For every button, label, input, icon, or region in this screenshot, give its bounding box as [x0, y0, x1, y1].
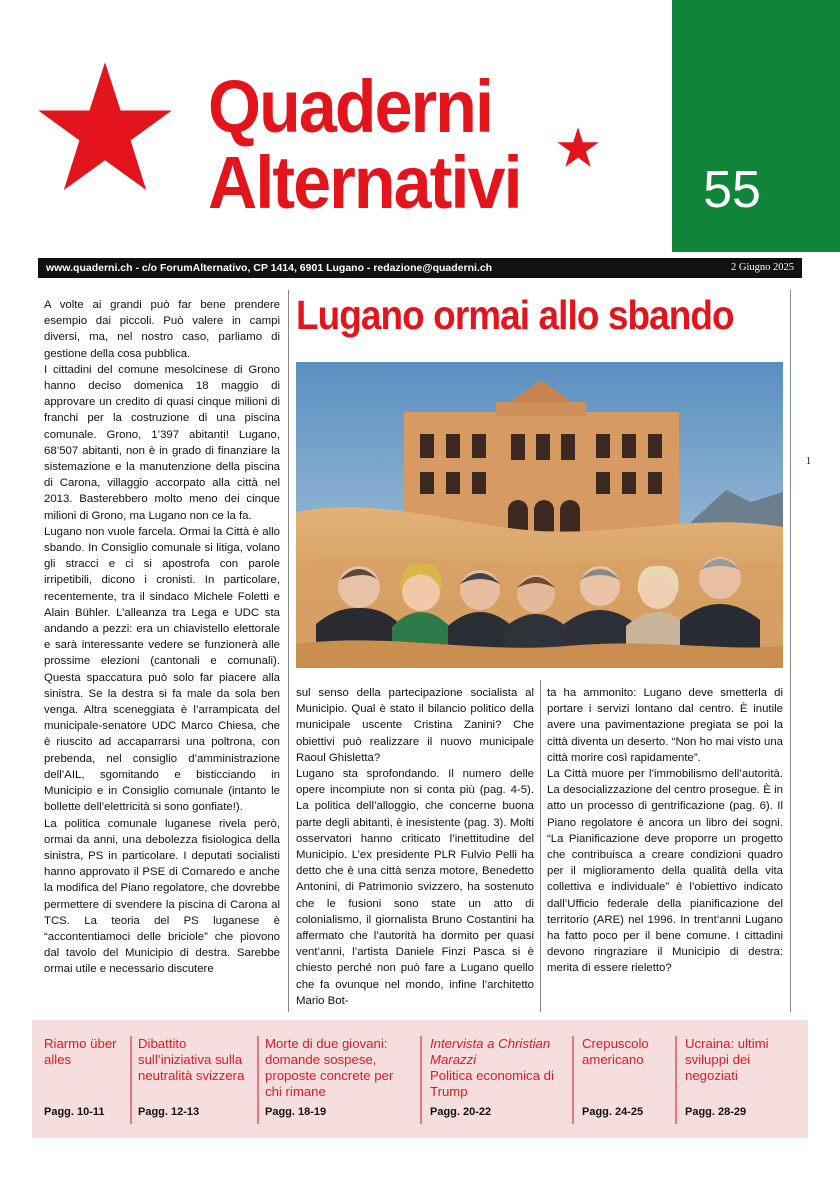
teaser-pages: Pagg. 10-11 — [44, 1106, 105, 1118]
teaser-divider — [130, 1036, 132, 1124]
cover-photo — [296, 362, 783, 668]
teaser-item[interactable] — [138, 1036, 250, 1118]
article-paragraph: A volte ai grandi può far bene prendere esempio dai piccoli. Può valere in campi diversi, ma, nel nostro caso, parliamo di gestione della cosa pubblica. — [44, 299, 280, 360]
teaser-title: Ucraina: ultimi sviluppi dei negoziati — [685, 1036, 769, 1083]
teaser-title-italic: Intervista a Christian Marazzi — [430, 1036, 551, 1067]
article-paragraph: La politica comunale luganese rivela però, ormai da anni, una debolezza fisiologica della sinistra, PS in particolare. I deputati socialisti hanno approvato il PSE di Cornaredo e anche la modifica del Piano regolatore, che dovrebbe permettere di svendere la piscina di Carona al TCS. La teoria del PS luganese è “accontentiamoci delle briciole” che piovono dal tavolo del Municipio di destra. Sarebbe ormai utile e necessario discutere — [44, 817, 280, 976]
article-paragraph: ta ha ammonito: Lugano deve smetterla di portare i servizi lontano dal centro. È inutile avere una pavimentazione pregiata se poi la città diventa un deserto. “Non ho mai visto una città morire così rapidamente”. — [547, 687, 783, 764]
info-bar — [38, 258, 802, 278]
teaser-title: Morte di due giovani: domande sospese, proposte concrete per chi rimane — [265, 1036, 394, 1099]
small-red-star-icon — [556, 126, 600, 170]
teaser-item[interactable] — [685, 1036, 785, 1118]
teaser-item[interactable] — [44, 1036, 126, 1118]
masthead-title-line2: Alternativi — [208, 141, 521, 224]
article-paragraph: I cittadini del comune mesolcinese di Grono hanno deciso domenica 18 maggio di approvare un credito di quasi cinque milioni di franchi per la costruzione di una piscina comunale. Grono, 1’397 abitanti! Lugano, 68’507 abitanti, non è in grado di finanziare la sistemazione e la manutenzione della piscina di Carona, villaggio accorpato alla città nel 2013. Basterebbero molto meno dei cinque milioni di Grono, ma Lugano non ce la fa. — [44, 363, 280, 522]
teaser-title — [430, 1036, 568, 1100]
teaser-title: Dibattito sull’iniziativa sulla neutralità svizzera — [138, 1036, 245, 1083]
teaser-pages: Pagg. 28-29 — [685, 1106, 747, 1118]
teaser-title: Riarmo über alles — [44, 1036, 117, 1067]
column-divider — [540, 680, 541, 1012]
teaser-subtitle: Politica economica di Trump — [430, 1068, 554, 1099]
column-divider — [790, 290, 791, 1012]
teaser-pages: Pagg. 18-19 — [265, 1106, 327, 1118]
issue-date: 2 Giugno 2025 — [731, 262, 794, 273]
article-column-left — [44, 297, 280, 978]
teaser-divider — [572, 1036, 574, 1124]
article-paragraph: Lugano non vuole farcela. Ormai la Città è allo sbando. In Consiglio comunale si litiga, volano gli stracci e ci si apostrofa con parole irripetibili, dicono i cronisti. In particolare, recentemente, tra il sindaco Michele Foletti e Alain Bühler. L’alleanza tra Lega e UDC sta andando a pezzi: era un chiavistello elettorale e sarà interessante vedere se funzionerà alle prossime elezioni (cantonali e comunali). Questa spaccatura può solo far piacere alla sinistra. Se la destra si fa male da sola ben venga. Altra sceneggiata è l’arrampicata del municipale-senatore UDC Marco Chiesa, che è riuscito ad accaparrarsi una poltrona, con prebenda, nel consiglio d’amministrazione dell’AIL, sgomitando e bisticciando in Municipio e in Consiglio comunale (intanto le bollette dell’elettricità si sono gonfiate!). — [44, 525, 280, 814]
article-column-middle — [296, 685, 534, 1009]
teaser-divider — [257, 1036, 259, 1124]
page-number: 1 — [806, 456, 811, 467]
teaser-divider — [675, 1036, 677, 1124]
teaser-pages: Pagg. 20-22 — [430, 1106, 492, 1118]
teaser-item[interactable] — [582, 1036, 666, 1118]
teaser-item[interactable] — [265, 1036, 407, 1118]
teaser-pages: Pagg. 24-25 — [582, 1106, 644, 1118]
red-star-logo-icon — [34, 58, 176, 200]
contact-info: www.quaderni.ch - c/o ForumAlternativo, CP 1414, 6901 Lugano - redazione@quaderni.ch — [46, 262, 493, 274]
teaser-pages: Pagg. 12-13 — [138, 1106, 200, 1118]
column-divider — [288, 290, 289, 1012]
teaser-divider — [420, 1036, 422, 1124]
masthead-title-line1: Quaderni — [208, 65, 493, 148]
issue-number: 55 — [703, 161, 761, 219]
headline: Lugano ormai allo sbando — [296, 292, 734, 338]
article-column-right — [547, 685, 783, 977]
teaser-title: Crepuscolo americano — [582, 1036, 649, 1067]
teaser-item[interactable] — [430, 1036, 568, 1118]
article-paragraph: sul senso della partecipazione socialista al Municipio. Qual è stato il bilancio politico della municipale uscente Cristina Zanini? Che obiettivi può realizzare il nuovo municipale Raoul Ghisletta? — [296, 687, 534, 764]
article-paragraph: Lugano sta sprofondando. Il numero delle opere incompiute non si conta più (pag. 4-5). La politica dell’alloggio, che concerne buona parte degli abitanti, è inesistente (pag. 3). Molti osservatori hanno criticato l’inettitudine del Municipio. L’ex presidente PLR Fulvio Pelli ha detto che è una città senza motore, Benedetto Antonini, di Patrimonio svizzero, ha sostenuto che le fusioni sono state un atto di colonialismo, il giornalista Bruno Costantini ha affermato che l’autorità ha dormito per quasi vent’anni, l’artista Daniele Finzi Pasca si è chiesto perché non può fare a Lugano quello che fa ovunque nel mondo, infine l’architetto Mario Bot- — [296, 768, 534, 1007]
article-paragraph: La Città muore per l’immobilismo dell’autorità. La desocializzazione del centro prosegue. È in atto un processo di gentrificazione (pag. 6). Il Piano regolatore è ancora un libro dei sogni. “La Pianificazione deve proporre un progetto che contribuisca a creare condizioni quadro per il miglioramento della qualità della vita collettiva e individuale” è l’obiettivo indicato dall’Ufficio federale della pianificazione del territorio (ARE) nel 1996. In trent’anni Lugano ha fatto poco per il bene comune. I cittadini devono ringraziare il Municipio di destra: merita di essere rieletto? — [547, 768, 783, 975]
